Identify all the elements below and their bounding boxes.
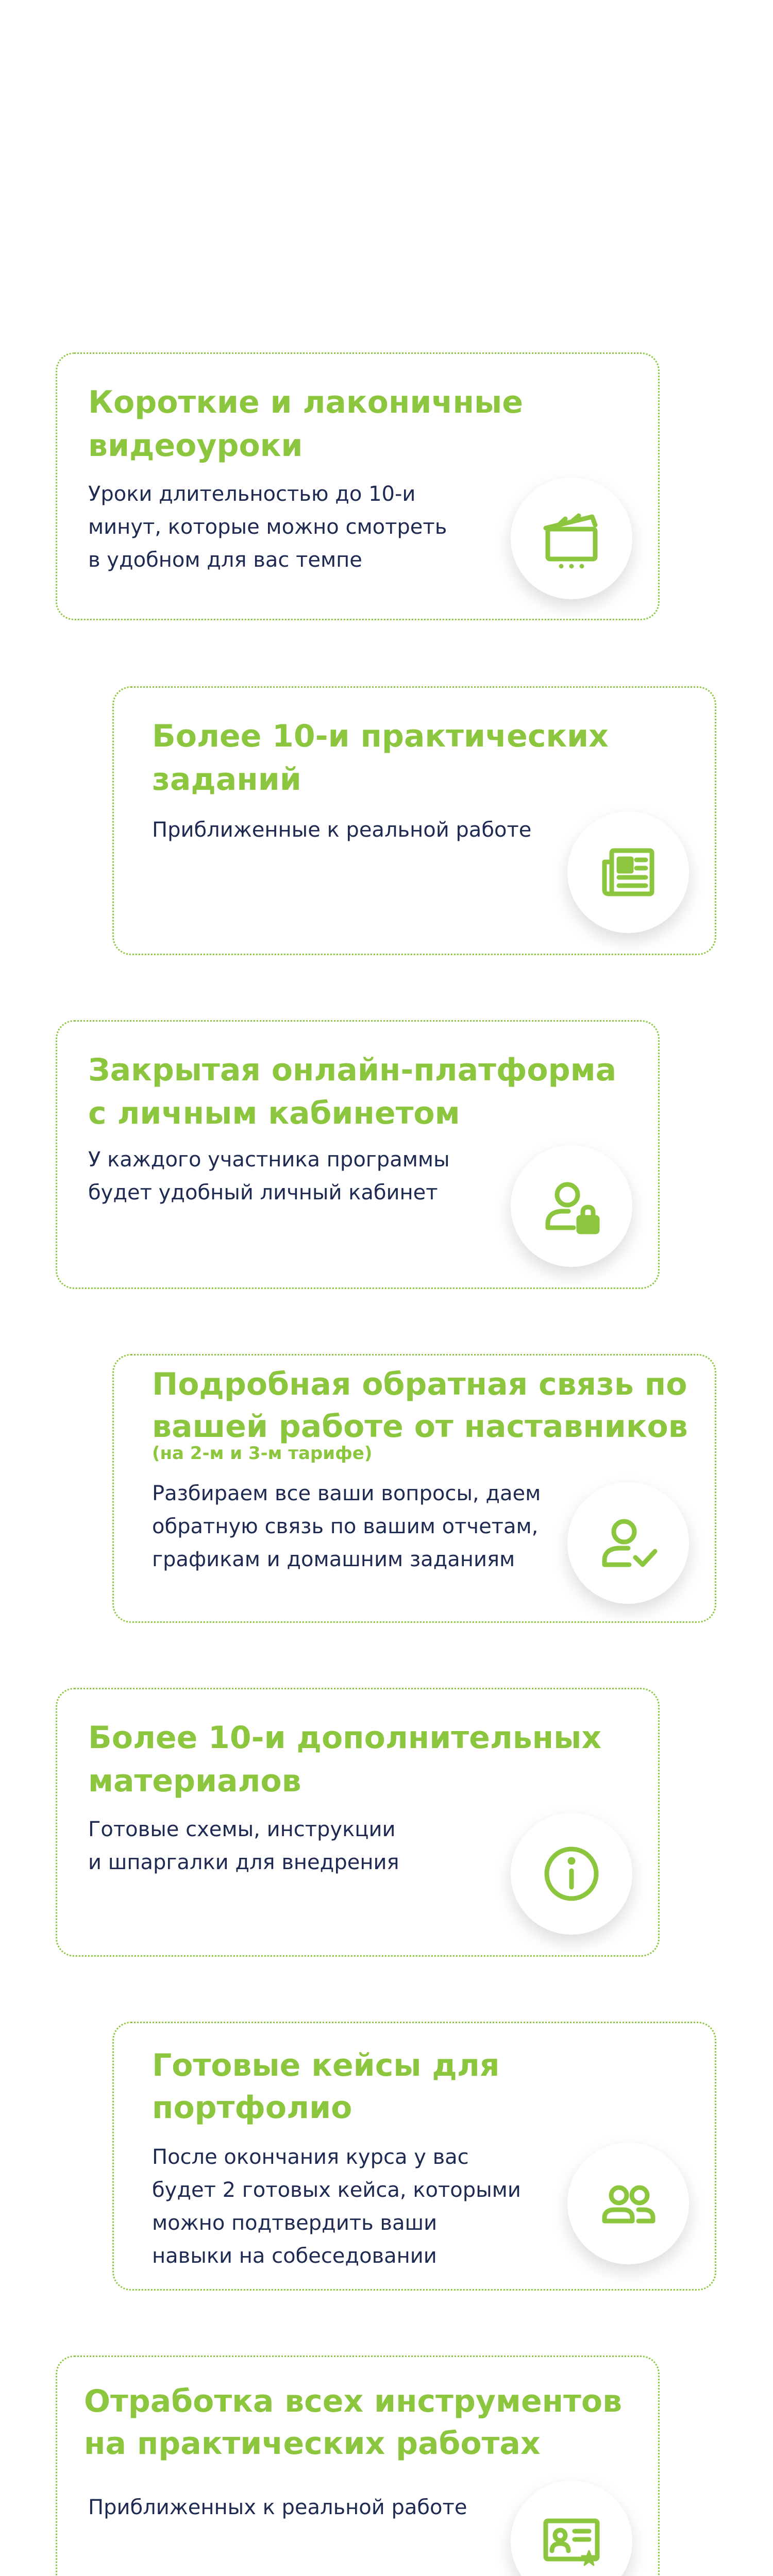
feature-title-line: Более 10-и дополнительных xyxy=(88,1720,602,1756)
user-check-icon xyxy=(567,1482,689,1604)
certificate-icon xyxy=(511,2481,632,2576)
feature-card-tools-practice xyxy=(56,2355,660,2576)
feature-title-line: Готовые кейсы для xyxy=(152,2047,500,2083)
feature-title-line: портфолио xyxy=(152,2090,352,2126)
feature-title-line: Отработка всех инструментов xyxy=(84,2383,623,2419)
newspaper-icon xyxy=(567,811,689,933)
feature-card-portfolio-cases xyxy=(112,2022,716,2291)
feature-card-additional-materials xyxy=(56,1688,660,1957)
feature-title-line: видеоуроки xyxy=(88,428,303,464)
feature-description: Приближенных к реальной работе xyxy=(88,2496,467,2519)
feature-description: У каждого участника программы будет удобный личный кабинет xyxy=(88,1148,450,1205)
feature-description: Готовые схемы, инструкции и шпаргалки для внедрения xyxy=(88,1818,399,1874)
feature-tariff-note: (на 2-м и 3-м тарифе) xyxy=(152,1443,373,1464)
feature-card-mentor-feedback xyxy=(112,1354,716,1623)
feature-card-video-lessons xyxy=(56,352,660,620)
feature-card-online-platform xyxy=(56,1020,660,1289)
feature-title-line: вашей работе от наставников xyxy=(152,1409,688,1445)
feature-title-line: материалов xyxy=(88,1763,301,1799)
users-icon xyxy=(567,2143,689,2264)
feature-title-line: на практических работах xyxy=(84,2426,541,2462)
info-icon xyxy=(511,1813,632,1935)
clapperboard-icon xyxy=(511,478,632,599)
feature-title-line: Закрытая онлайн-платформа xyxy=(88,1052,617,1088)
feature-title-line: с личным кабинетом xyxy=(88,1095,460,1131)
feature-description: Уроки длительностью до 10-и минут, которые можно смотреть в удобном для вас темпе xyxy=(88,482,447,572)
feature-title-line: Подробная обратная связь по xyxy=(152,1366,687,1402)
feature-title-line: Короткие и лаконичные xyxy=(88,384,523,420)
feature-description: Разбираем все ваши вопросы, даем обратную связь по вашим отчетам, графикам и домашним заданиям xyxy=(152,1482,541,1571)
feature-description: Приближенные к реальной работе xyxy=(152,818,532,842)
feature-card-practical-tasks xyxy=(112,686,716,955)
feature-title-line: заданий xyxy=(152,761,301,798)
feature-title-line: Более 10-и практических xyxy=(152,718,609,754)
feature-description: После окончания курса у вас будет 2 готовых кейса, которыми можно подтвердить ваши навыки на собеседовании xyxy=(152,2145,521,2268)
user-lock-icon xyxy=(511,1145,632,1267)
